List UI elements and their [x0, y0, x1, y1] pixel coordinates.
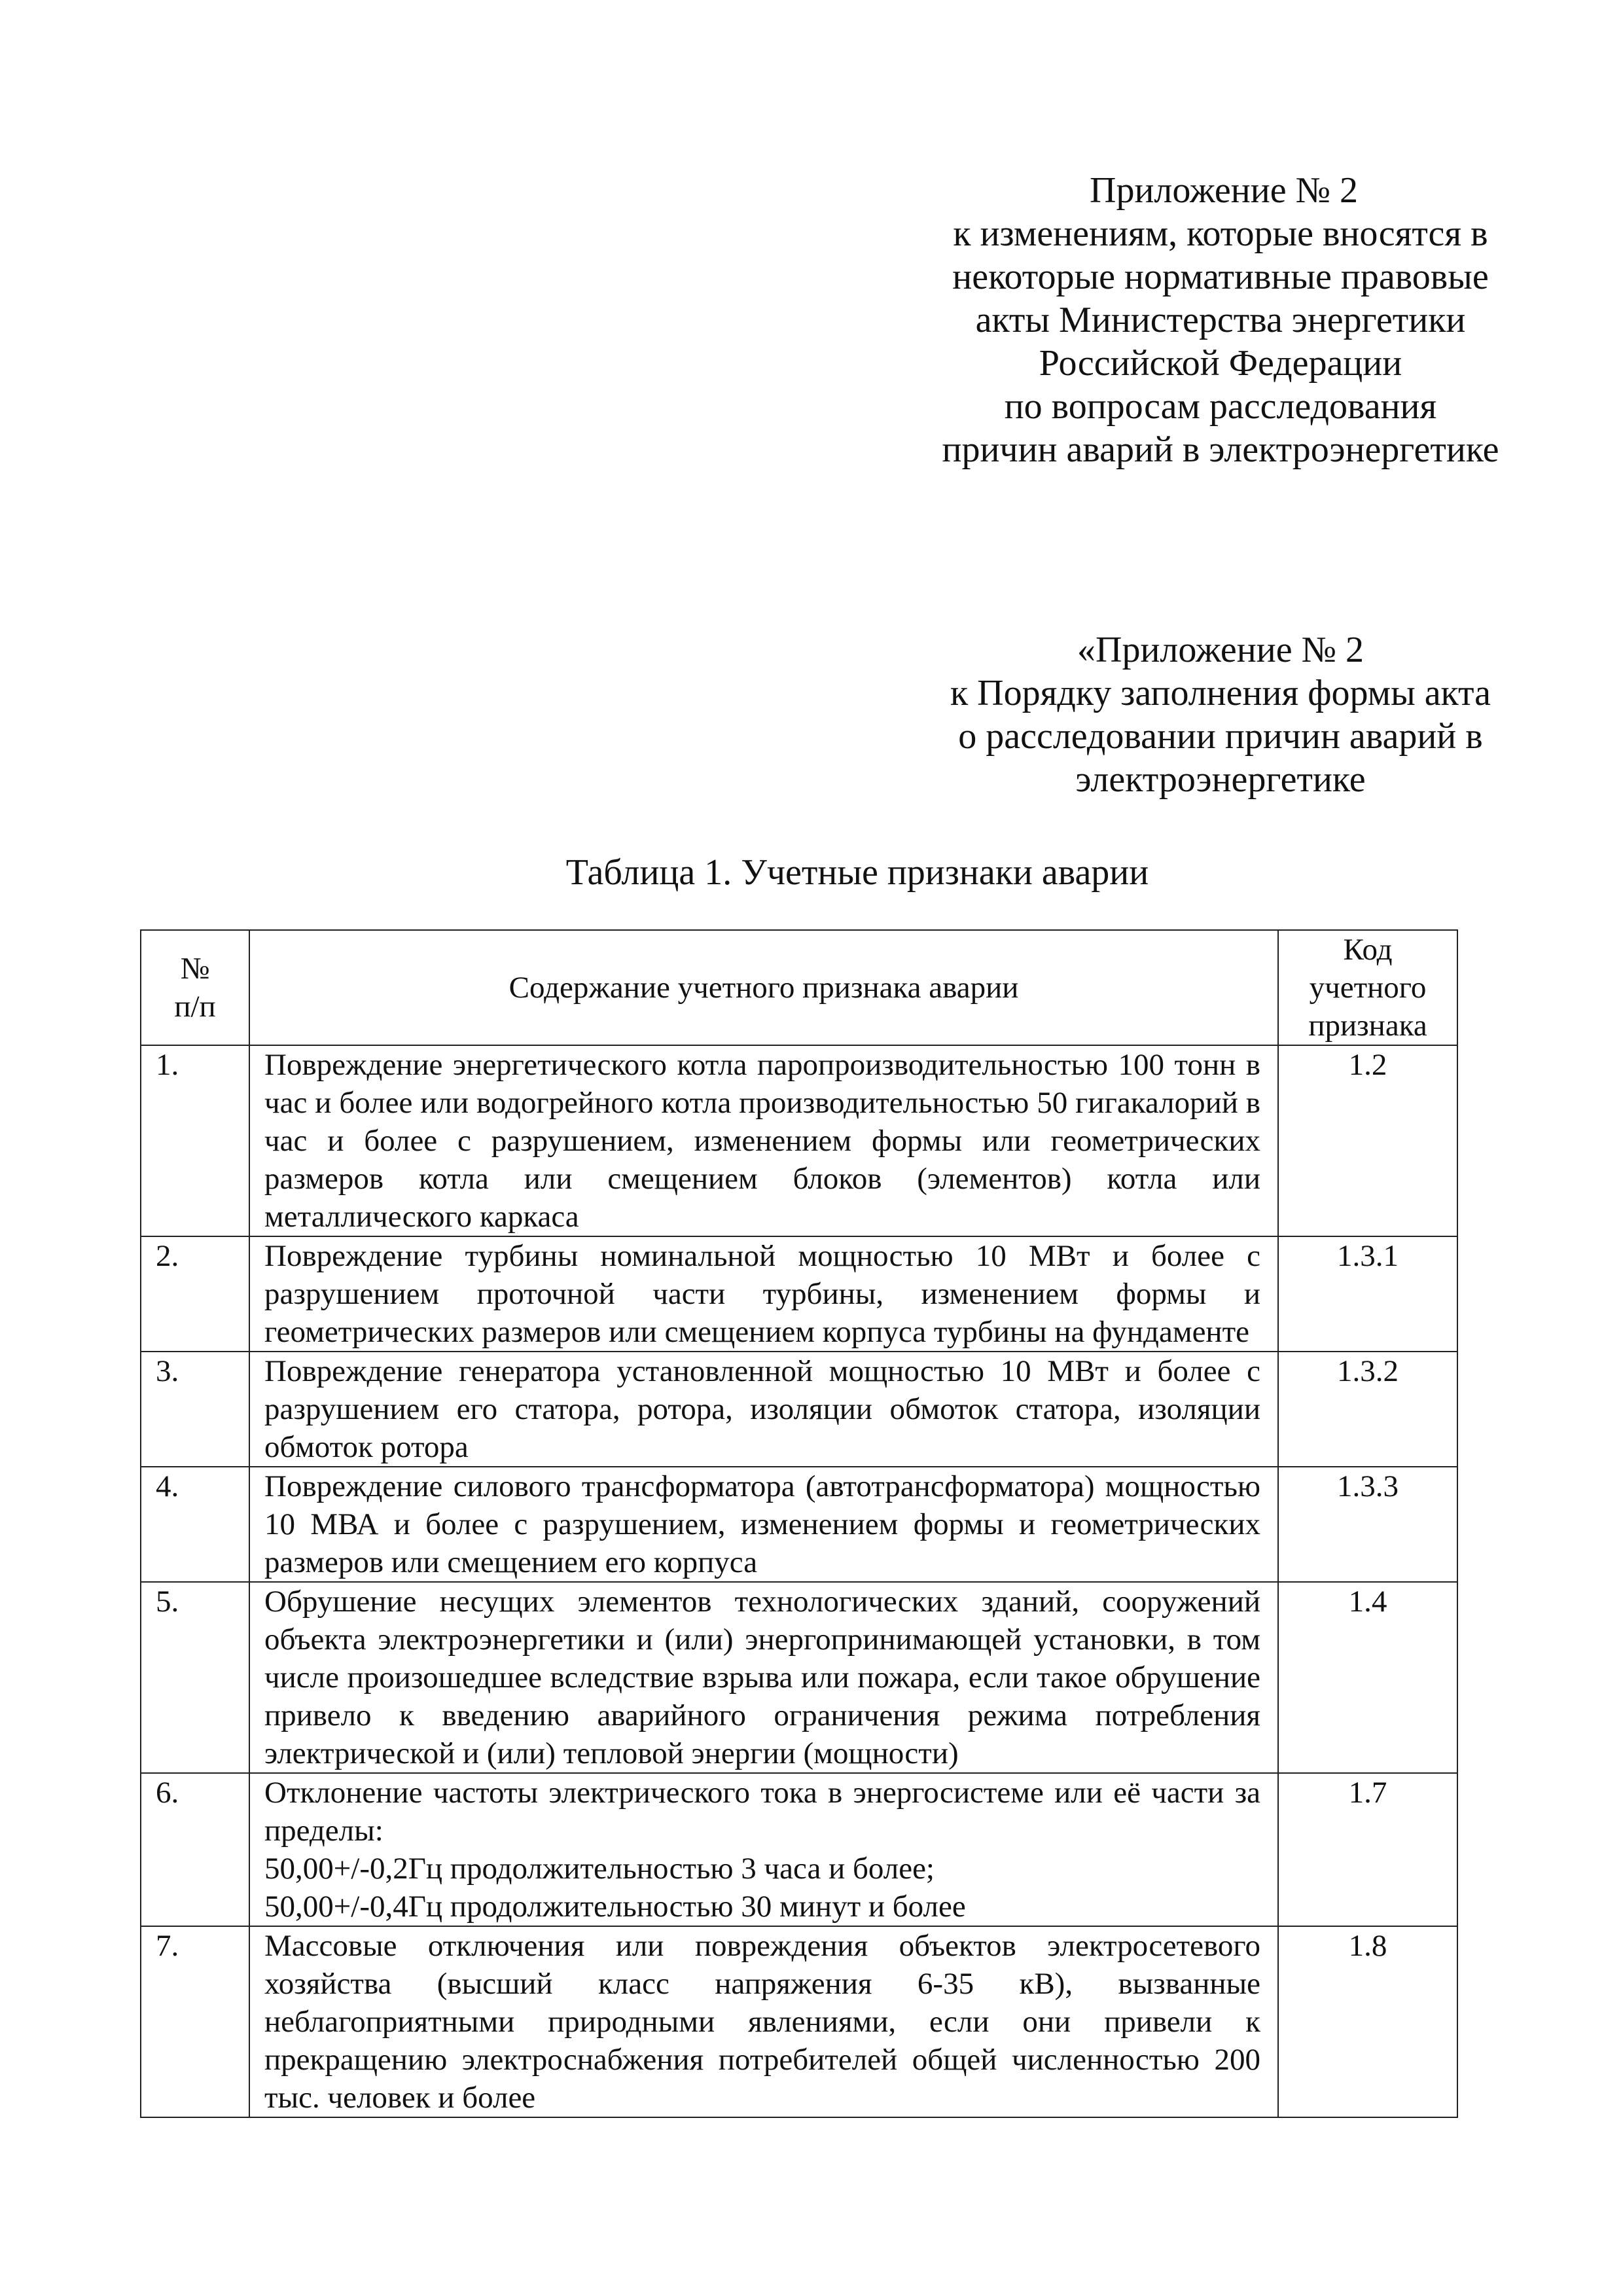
table-row	[141, 1045, 1457, 1236]
appendix-line: акты Министерства энергетики	[975, 300, 1466, 340]
row-number: 2.	[141, 1236, 249, 1352]
description-paragraph: Повреждение энергетического котла паропроизводительностью 100 тонн в час и более или водогрейного котла производительностью 50 гигакалорий в час и более с разрушением, изменением формы или геометрических размеров котла или смещением блоков (элементов) котла или металлического каркаса	[264, 1048, 1260, 1234]
order-appendix-line: о расследовании причин аварий в	[958, 716, 1483, 757]
description-paragraph: 50,00+/-0,4Гц продолжительностью 30 минут и более	[264, 1890, 966, 1924]
header-code-line: признака	[1308, 1009, 1427, 1043]
table-row	[141, 1467, 1457, 1582]
table-row	[141, 1352, 1457, 1467]
row-description	[249, 1045, 1278, 1236]
table-row	[141, 1582, 1457, 1773]
row-code: 1.7	[1278, 1773, 1457, 1926]
table-title: Таблица 1. Учетные признаки аварии	[565, 852, 1149, 893]
appendix-line: к изменениям, которые вносятся в	[953, 213, 1488, 254]
row-number: 5.	[141, 1582, 249, 1773]
description-paragraph: Повреждение турбины номинальной мощностью 10 МВт и более с разрушением проточной части турбины, изменением формы и геометрических размеров или смещением корпуса турбины на фундаменте	[264, 1239, 1260, 1349]
header-content: Содержание учетного признака аварии	[249, 930, 1278, 1045]
row-description	[249, 1467, 1278, 1582]
table-header-row	[141, 930, 1457, 1045]
description-paragraph: Обрушение несущих элементов технологических зданий, сооружений объекта электроэнергетики и (или) энергопринимающей установки, в том числе произошедшее вследствие взрыва или пожара, если такое обрушение привело к введению аварийного ограничения режима потребления электрической и (или) тепловой энергии (мощности)	[264, 1585, 1260, 1770]
appendix-title: Приложение № 2	[1090, 170, 1358, 211]
header-num	[141, 930, 249, 1045]
row-code: 1.8	[1278, 1926, 1457, 2117]
header-code-line: Код	[1343, 933, 1393, 967]
table-row	[141, 1926, 1457, 2117]
order-appendix-line: электроэнергетике	[1075, 759, 1366, 800]
accident-signs-table	[140, 929, 1458, 2118]
row-description	[249, 1926, 1278, 2117]
row-description	[249, 1773, 1278, 1926]
description-paragraph: 50,00+/-0,2Гц продолжительностью 3 часа и более;	[264, 1852, 935, 1886]
appendix-line: Российской Федерации	[1039, 343, 1402, 384]
row-number: 3.	[141, 1352, 249, 1467]
table-row	[141, 1773, 1457, 1926]
header-num-line: п/п	[174, 990, 216, 1024]
row-number: 4.	[141, 1467, 249, 1582]
appendix-line: некоторые нормативные правовые	[952, 257, 1489, 297]
order-appendix-line: к Порядку заполнения формы акта	[950, 673, 1491, 713]
appendix-line: причин аварий в электроэнергетике	[942, 429, 1499, 470]
row-code: 1.3.3	[1278, 1467, 1457, 1582]
row-code: 1.2	[1278, 1045, 1457, 1236]
description-paragraph: Повреждение генератора установленной мощностью 10 МВт и более с разрушением его статора, ротора, изоляции обмоток статора, изоляции обмоток ротора	[264, 1354, 1260, 1464]
row-description	[249, 1582, 1278, 1773]
row-code: 1.3.1	[1278, 1236, 1457, 1352]
header-code	[1278, 930, 1457, 1045]
appendix-header	[890, 169, 1551, 471]
order-appendix-header	[890, 628, 1551, 801]
appendix-line: по вопросам расследования	[1004, 386, 1437, 427]
description-paragraph: Отклонение частоты электрического тока в энергосистеме или её части за пределы:	[264, 1776, 1260, 1848]
row-code: 1.4	[1278, 1582, 1457, 1773]
description-paragraph: Повреждение силового трансформатора (автотрансформатора) мощностью 10 МВА и более с разрушением, изменением формы и геометрических размеров или смещением его корпуса	[264, 1469, 1260, 1579]
table-row	[141, 1236, 1457, 1352]
description-paragraph: Массовые отключения или повреждения объектов электросетевого хозяйства (высший класс напряжения 6-35 кВ), вызванные неблагоприятными природными явлениями, если они привели к прекращению электроснабжения потребителей общей численностью 200 тыс. человек и более	[264, 1929, 1260, 2115]
header-num-line: №	[180, 952, 210, 986]
header-code-line: учетного	[1309, 971, 1427, 1005]
row-description	[249, 1352, 1278, 1467]
row-number: 6.	[141, 1773, 249, 1926]
order-appendix-title: «Приложение № 2	[1077, 630, 1364, 670]
row-number: 7.	[141, 1926, 249, 2117]
row-number: 1.	[141, 1045, 249, 1236]
row-code: 1.3.2	[1278, 1352, 1457, 1467]
row-description	[249, 1236, 1278, 1352]
